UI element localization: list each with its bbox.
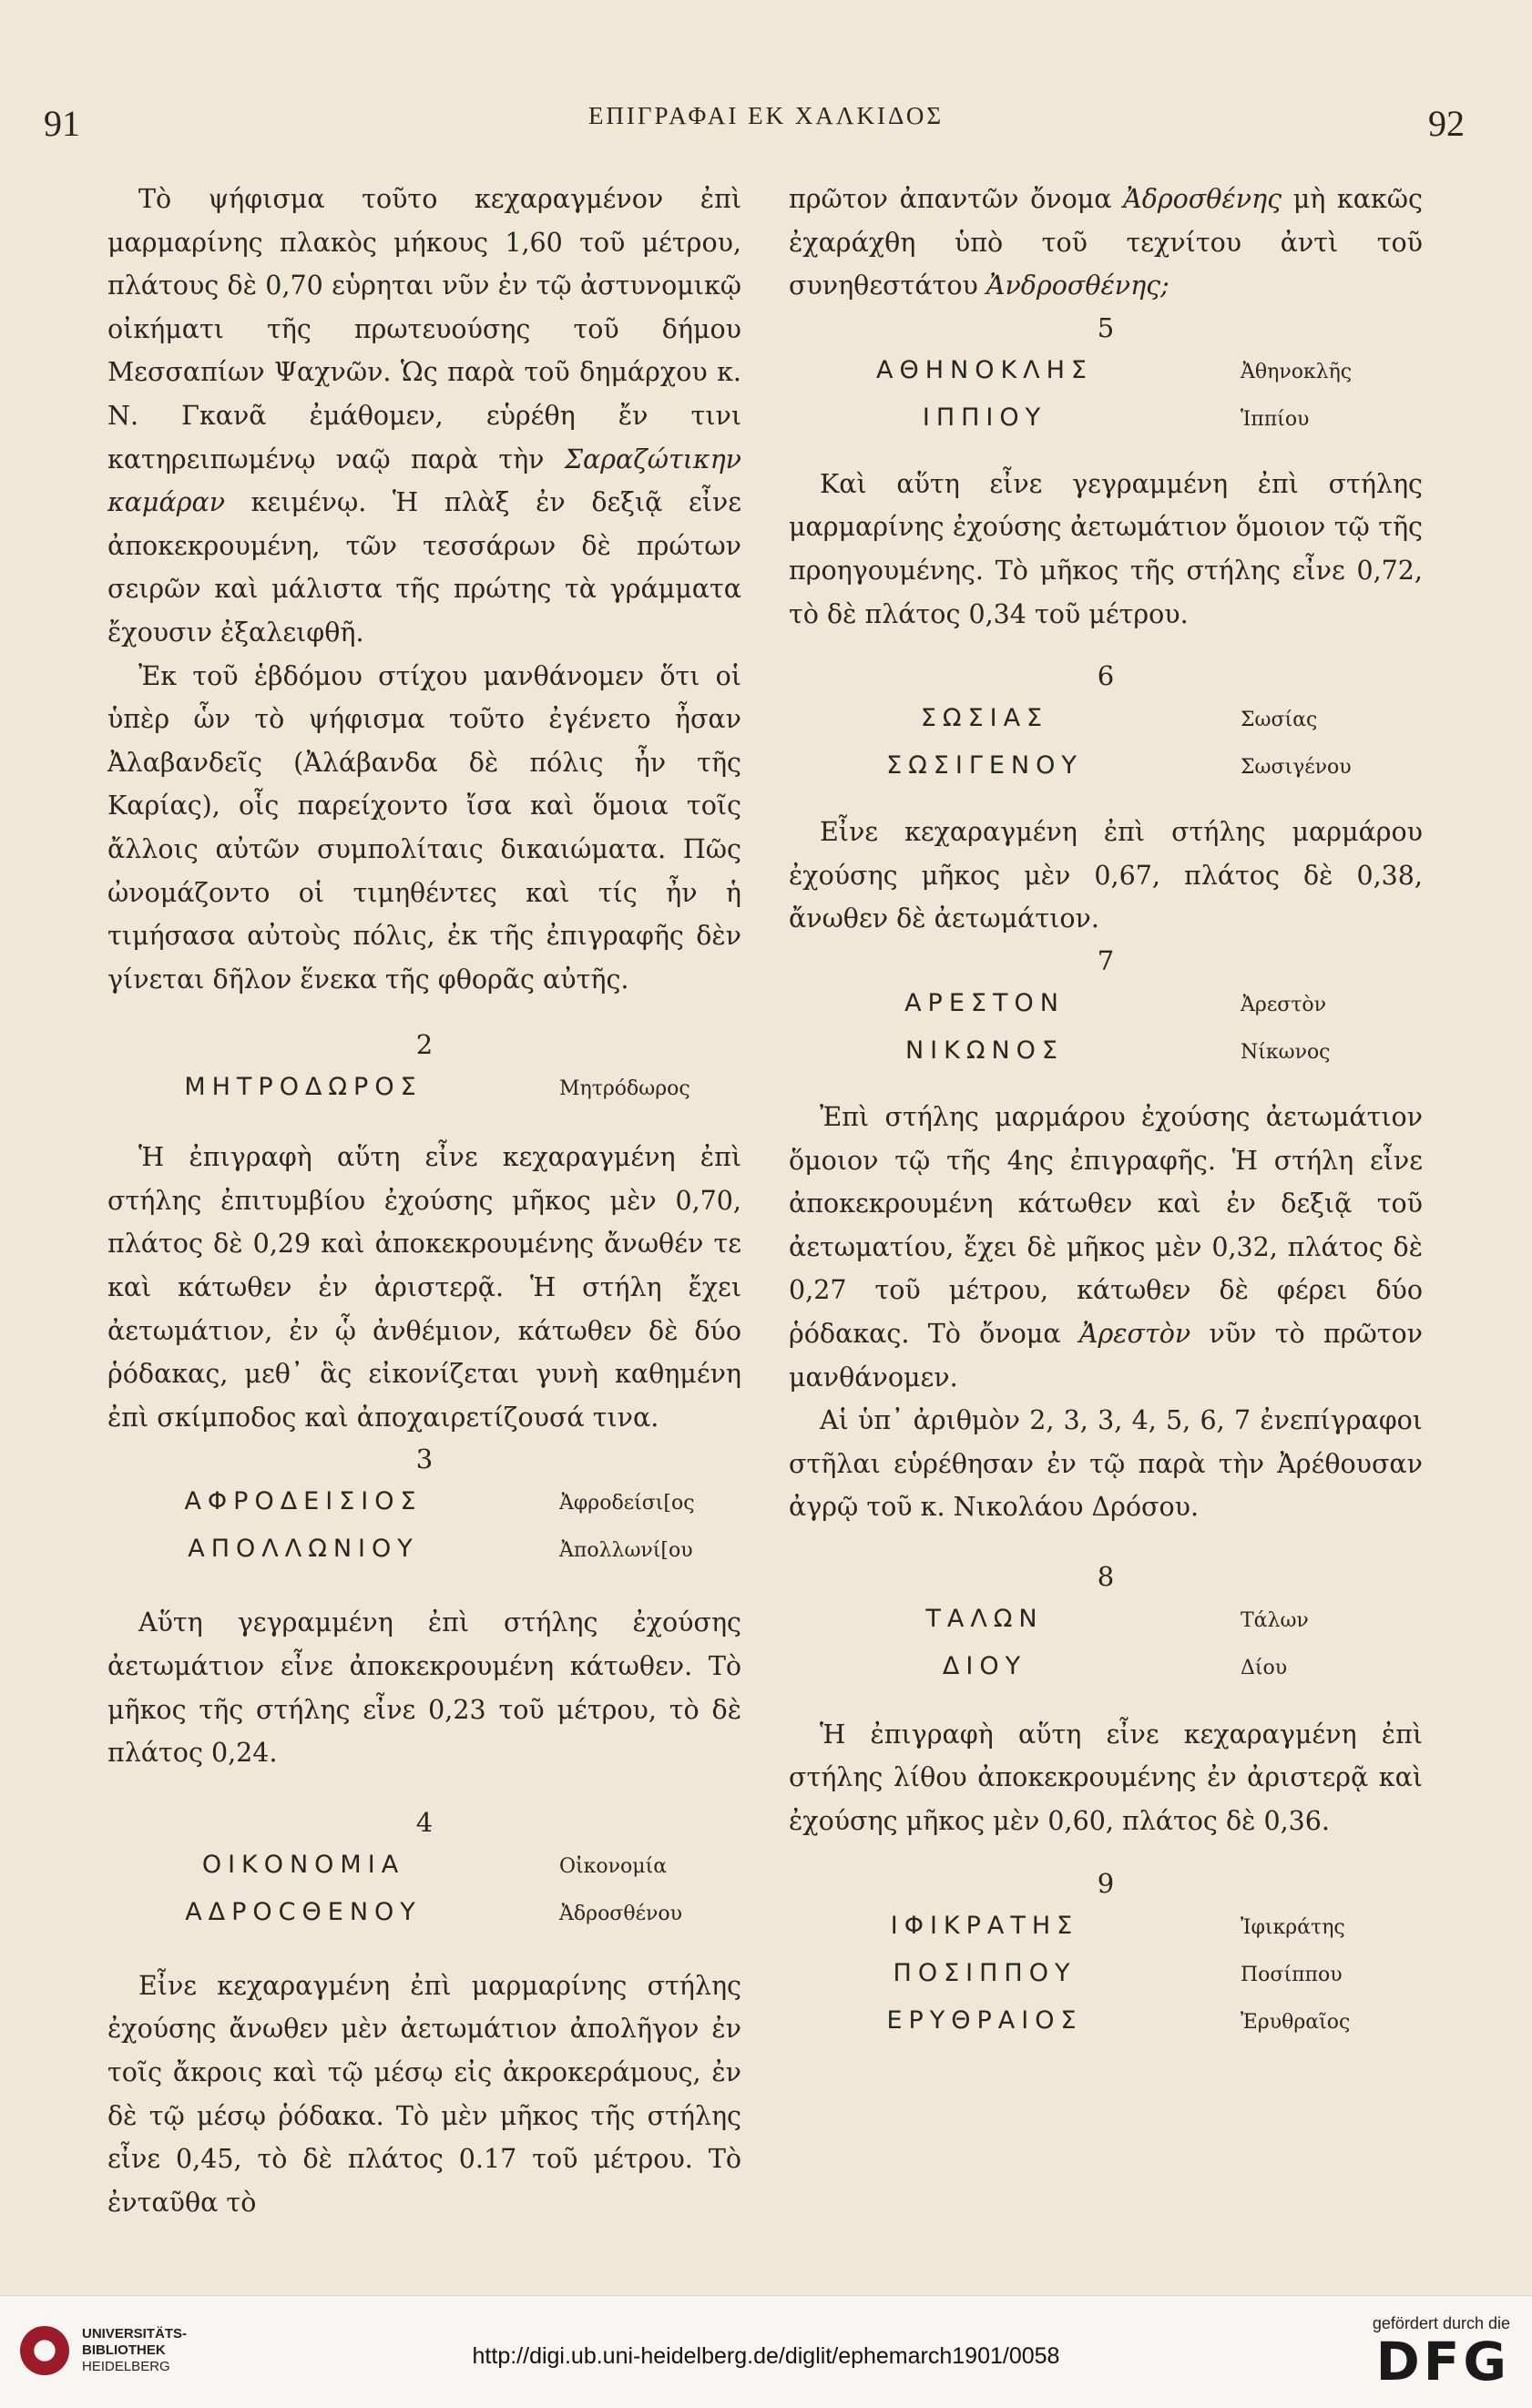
inscription-line: [107, 1526, 741, 1574]
inscription-line: [789, 348, 1423, 395]
inscription-line: [789, 1644, 1423, 1691]
paragraph: Ἐκ τοῦ ἑβδόμου στίχου μανθάνομεν ὅτι οἱ ὑπὲρ ὧν τὸ ψήφισμα τοῦτο ἐγένετο ἦσαν Ἀλαβανδεῖς (Ἀλάβανδα δὲ πόλις ἦν τῆς Καρίας), οἷς παρείχοντο ἴσα καὶ ὅμοια τοῖς ἄλλοις αὐτῶν συμπολίταις δικαιώματα. Πῶς ὠνομάζοντο οἱ τιμηθέντες καὶ τίς ἦν ἡ τιμήσασα αὐτοὺς πόλις, ἐκ τῆς ἐπιγραφῆς δὲν γίνεται δῆλον ἕνεκα τῆς φθορᾶς αὐτῆς.: [107, 660, 741, 995]
inscription-transcription: Νίκωνος: [1241, 1040, 1331, 1064]
inscription-transcription: Ἱππίου: [1241, 407, 1310, 431]
inscription-capitals: ΟΙΚΟΝΟΜΙΑ: [201, 1850, 405, 1879]
inscription-number: 4: [415, 1806, 434, 1838]
inscription-line: [789, 395, 1423, 443]
inscription-block: [789, 981, 1423, 1076]
inscription-capitals: ΑΔΡΟϹΘΕΝΟΥ: [185, 1897, 422, 1926]
paragraph: Εἶνε κεχαραγμένη ἐπὶ μαρμαρίνης στήλης ἐχούσης ἄνωθεν μὲν ἀετωμάτιον ἀπολῆγον ἐν τοῖς ἄκροις καὶ τῷ μέσῳ εἰς ἀκροκεράμους, ἐν δὲ τῷ μέσῳ ῥόδακα. Τὸ μὲν μῆκος τῆς στήλης εἶνε 0,45, τὸ δὲ πλάτος 0.17 τοῦ μέτρου. Τὸ ἐνταῦθα τὸ: [107, 1970, 741, 2218]
inscription-number: 7: [1097, 944, 1115, 976]
inscription-number: 6: [1097, 660, 1115, 692]
funded-by-label: gefördert durch die: [1372, 2314, 1510, 2332]
library-logo[interactable]: UNIVERSITÄTS- BIBLIOTHEK HEIDELBERG: [20, 2326, 187, 2375]
inscription-capitals: ΑΡΕΣΤΟΝ: [904, 988, 1065, 1017]
inscription-capitals: ΑΦΡΟΔΕΙΣΙΟΣ: [184, 1487, 423, 1516]
inscription-line: [789, 1597, 1423, 1644]
inscription-transcription: Τάλων: [1241, 1608, 1309, 1632]
inscription-transcription: Σωσίας: [1241, 709, 1318, 732]
inscription-transcription: Ἀρεστὸν: [1241, 993, 1327, 1016]
inscription-line: [789, 1951, 1423, 1998]
inscription-transcription: Μητρόδωρος: [559, 1077, 690, 1101]
dfg-logo: DFG: [1375, 2331, 1510, 2393]
inscription-transcription: Ποσίππου: [1241, 1963, 1343, 1986]
inscription-capitals: ΜΗΤΡΟΔΩΡΟΣ: [184, 1073, 423, 1102]
inscription-capitals: ΑΠΟΛΛΩΝΙΟΥ: [188, 1535, 419, 1564]
inscription-block: [789, 1597, 1423, 1691]
inscription-capitals: ΣΩΣΙΑΣ: [920, 704, 1049, 733]
funder-logo[interactable]: [1372, 2314, 1510, 2393]
inscription-number: 8: [1097, 1560, 1115, 1592]
inscription-line: [107, 1479, 741, 1526]
paragraph: Εἶνε κεχαραγμένη ἐπὶ στήλης μαρμάρου ἐχούσης μῆκος μὲν 0,67, πλάτος δὲ 0,38, ἄνωθεν δὲ ἀετωμάτιον.: [789, 817, 1423, 934]
inscription-number: 3: [415, 1444, 434, 1475]
inscription-transcription: Οἰκονομία: [559, 1854, 668, 1878]
inscription-capitals: ΔΙΟΥ: [942, 1651, 1027, 1680]
inscription-capitals: ΕΡΥΘΡΑΙΟΣ: [886, 2005, 1083, 2035]
inscription-line: [789, 1998, 1423, 2046]
inscription-transcription: Ἀφροδείσι[ος: [559, 1492, 695, 1515]
viewer-footer: [0, 2295, 1532, 2408]
inscription-line: [789, 696, 1423, 743]
inscription-transcription: Δίου: [1241, 1656, 1288, 1679]
inscription-line: [107, 1890, 741, 1937]
inscription-transcription: Ἀδροσθένου: [559, 1902, 682, 1925]
right-column: [789, 178, 1423, 2046]
inscription-block: [107, 1479, 741, 1574]
running-title: ΕΠΙΓΡΑΦΑΙ ΕΚ ΧΑΛΚΙΔΟΣ: [587, 102, 945, 129]
inscription-transcription: Ἐρυθραῖος: [1241, 2010, 1351, 2034]
inscription-transcription: Ἰφικράτης: [1241, 1915, 1345, 1939]
inscription-block: [107, 1065, 741, 1112]
inscription-capitals: ΑΘΗΝΟΚΛΗΣ: [875, 355, 1093, 384]
left-column: [107, 178, 741, 2224]
inscription-capitals: ΤΑΛΩΝ: [925, 1604, 1044, 1633]
inscription-transcription: Σωσιγένου: [1241, 756, 1352, 780]
inscription-line: [107, 1842, 741, 1890]
inscription-number: 5: [1097, 311, 1115, 343]
paragraph: πρῶτον ἀπαντῶν ὄνομα Ἀδροσθένης μὴ κακῶς ἐχαράχθη ὑπὸ τοῦ τεχνίτου ἀντὶ τοῦ συνηθεστάτου Ἀνδροσθένης;: [789, 184, 1423, 301]
inscription-line: [789, 1028, 1423, 1076]
inscription-capitals: ΠΟΣΙΠΠΟΥ: [893, 1958, 1077, 1987]
paragraph: Καὶ αὕτη εἶνε γεγραμμένη ἐπὶ στήλης μαρμαρίνης ἐχούσης ἀετωμάτιον ὅμοιον τῷ τῆς προηγουμένης. Τὸ μῆκος τῆς στήλης εἶνε 0,72, τὸ δὲ πλάτος 0,34 τοῦ μέτρου.: [789, 468, 1423, 629]
page-number-right: 92: [1428, 103, 1465, 144]
inscription-block: [789, 348, 1423, 443]
inscription-transcription: Ἀπολλωνί[ου: [559, 1539, 693, 1563]
paragraph: Τὸ ψήφισμα τοῦτο κεχαραγμένον ἐπὶ μαρμαρίνης πλακὸς μήκους 1,60 τοῦ μέτρου, πλάτους δὲ 0,70 εὑρηται νῦν ἐν τῷ ἀστυνομικῷ οἰκήματι τῆς πρωτευούσης τοῦ δήμου Μεσσαπίων Ψαχνῶν. Ὡς παρὰ τοῦ δημάρχου κ. Ν. Γκανᾶ ἐμάθομεν, εὑρέθη ἔν τινι κατηρειπωμένῳ ναῷ παρὰ τὴν Σαραζώτικην καμάραν κειμένῳ. Ἡ πλὰξ ἐν δεξιᾷ εἶνε ἀποκεκρουμένη, τῶν τεσσάρων δὲ πρώτων σειρῶν καὶ μάλιστα τῆς πρώτης τὰ γράμματα ἔχουσιν ἐξαλειφθῆ.: [107, 184, 741, 648]
inscription-line: [789, 981, 1423, 1028]
inscription-block: [789, 1903, 1423, 2046]
inscription-capitals: ΝΙΚΩΝΟΣ: [904, 1036, 1064, 1065]
page-number-left: 91: [44, 103, 80, 144]
inscription-number: 9: [1097, 1867, 1115, 1899]
inscription-capitals: ΙΠΠΙΟΥ: [922, 403, 1047, 432]
inscription-capitals: ΣΩΣΙΓΕΝΟΥ: [886, 751, 1083, 781]
inscription-number: 2: [415, 1029, 434, 1061]
paragraph: Αὕτη γεγραμμένη ἐπὶ στήλης ἐχούσης ἀετωμάτιον εἶνε ἀποκεκρουμένη κάτωθεν. Τὸ μῆκος τῆς στήλης εἶνε 0,23 τοῦ μέτρου, τὸ δὲ πλάτος 0,24.: [107, 1607, 741, 1769]
paragraph: Ἡ ἐπιγραφὴ αὕτη εἶνε κεχαραγμένη ἐπὶ στήλης λίθου ἀποκεκρουμένης ἐν ἀριστερᾷ καὶ ἐχούσης μῆκος μὲν 0,60, πλάτος δὲ 0,36.: [789, 1719, 1423, 1837]
inscription-line: [789, 743, 1423, 791]
paragraph: Ἐπὶ στήλης μαρμάρου ἐχούσης ἀετωμάτιον ὅμοιον τῷ τῆς 4ης ἐπιγραφῆς. Ἡ στήλη εἶνε ἀποκεκρουμένη κάτωθεν καὶ ἐν δεξιᾷ τοῦ ἀετωματίου, ἔχει δὲ μῆκος μὲν 0,32, πλάτος δὲ 0,27 τοῦ μέτρου, κάτωθεν δὲ φέρει δύο ῥόδακας. Τὸ ὄνομα Ἀρεστὸν νῦν τὸ πρῶτον μανθάνομεν.: [789, 1101, 1423, 1393]
inscription-line: [107, 1065, 741, 1112]
inscription-transcription: Ἀθηνοκλῆς: [1241, 360, 1353, 383]
paragraph: Αἱ ὑπ᾽ ἀριθμὸν 2, 3, 3, 4, 5, 6, 7 ἐνεπίγραφοι στῆλαι εὑρέθησαν ἐν τῷ παρὰ τὴν Ἀρέθουσαν ἀγρῷ τοῦ κ. Νικολάου Δρόσου.: [789, 1405, 1423, 1523]
inscription-capitals: ΙΦΙΚΡΑΤΗΣ: [890, 1911, 1079, 1940]
inscription-line: [789, 1903, 1423, 1951]
inscription-block: [789, 696, 1423, 791]
permalink[interactable]: http://digi.ub.uni-heidelberg.de/diglit/ephemarch1901/0058: [472, 2343, 1060, 2369]
paragraph: Ἡ ἐπιγραφὴ αὕτη εἶνε κεχαραγμένη ἐπὶ στήλης ἐπιτυμβίου ἐχούσης μῆκος μὲν 0,70, πλάτος δὲ 0,29 καὶ ἀποκεκρουμένης ἄνωθέν τε καὶ κάτωθεν ἐν ἀριστερᾷ. Ἡ στήλη ἔχει ἀετωμάτιον, ἐν ᾧ ἀνθέμιον, κάτωθεν δὲ δύο ῥόδακας, μεθ᾽ ἃς εἰκονίζεται γυνὴ καθημένη ἐπὶ σκίμποδος καὶ ἀποχαιρετίζουσά τινα.: [107, 1142, 741, 1433]
inscription-block: [107, 1842, 741, 1937]
